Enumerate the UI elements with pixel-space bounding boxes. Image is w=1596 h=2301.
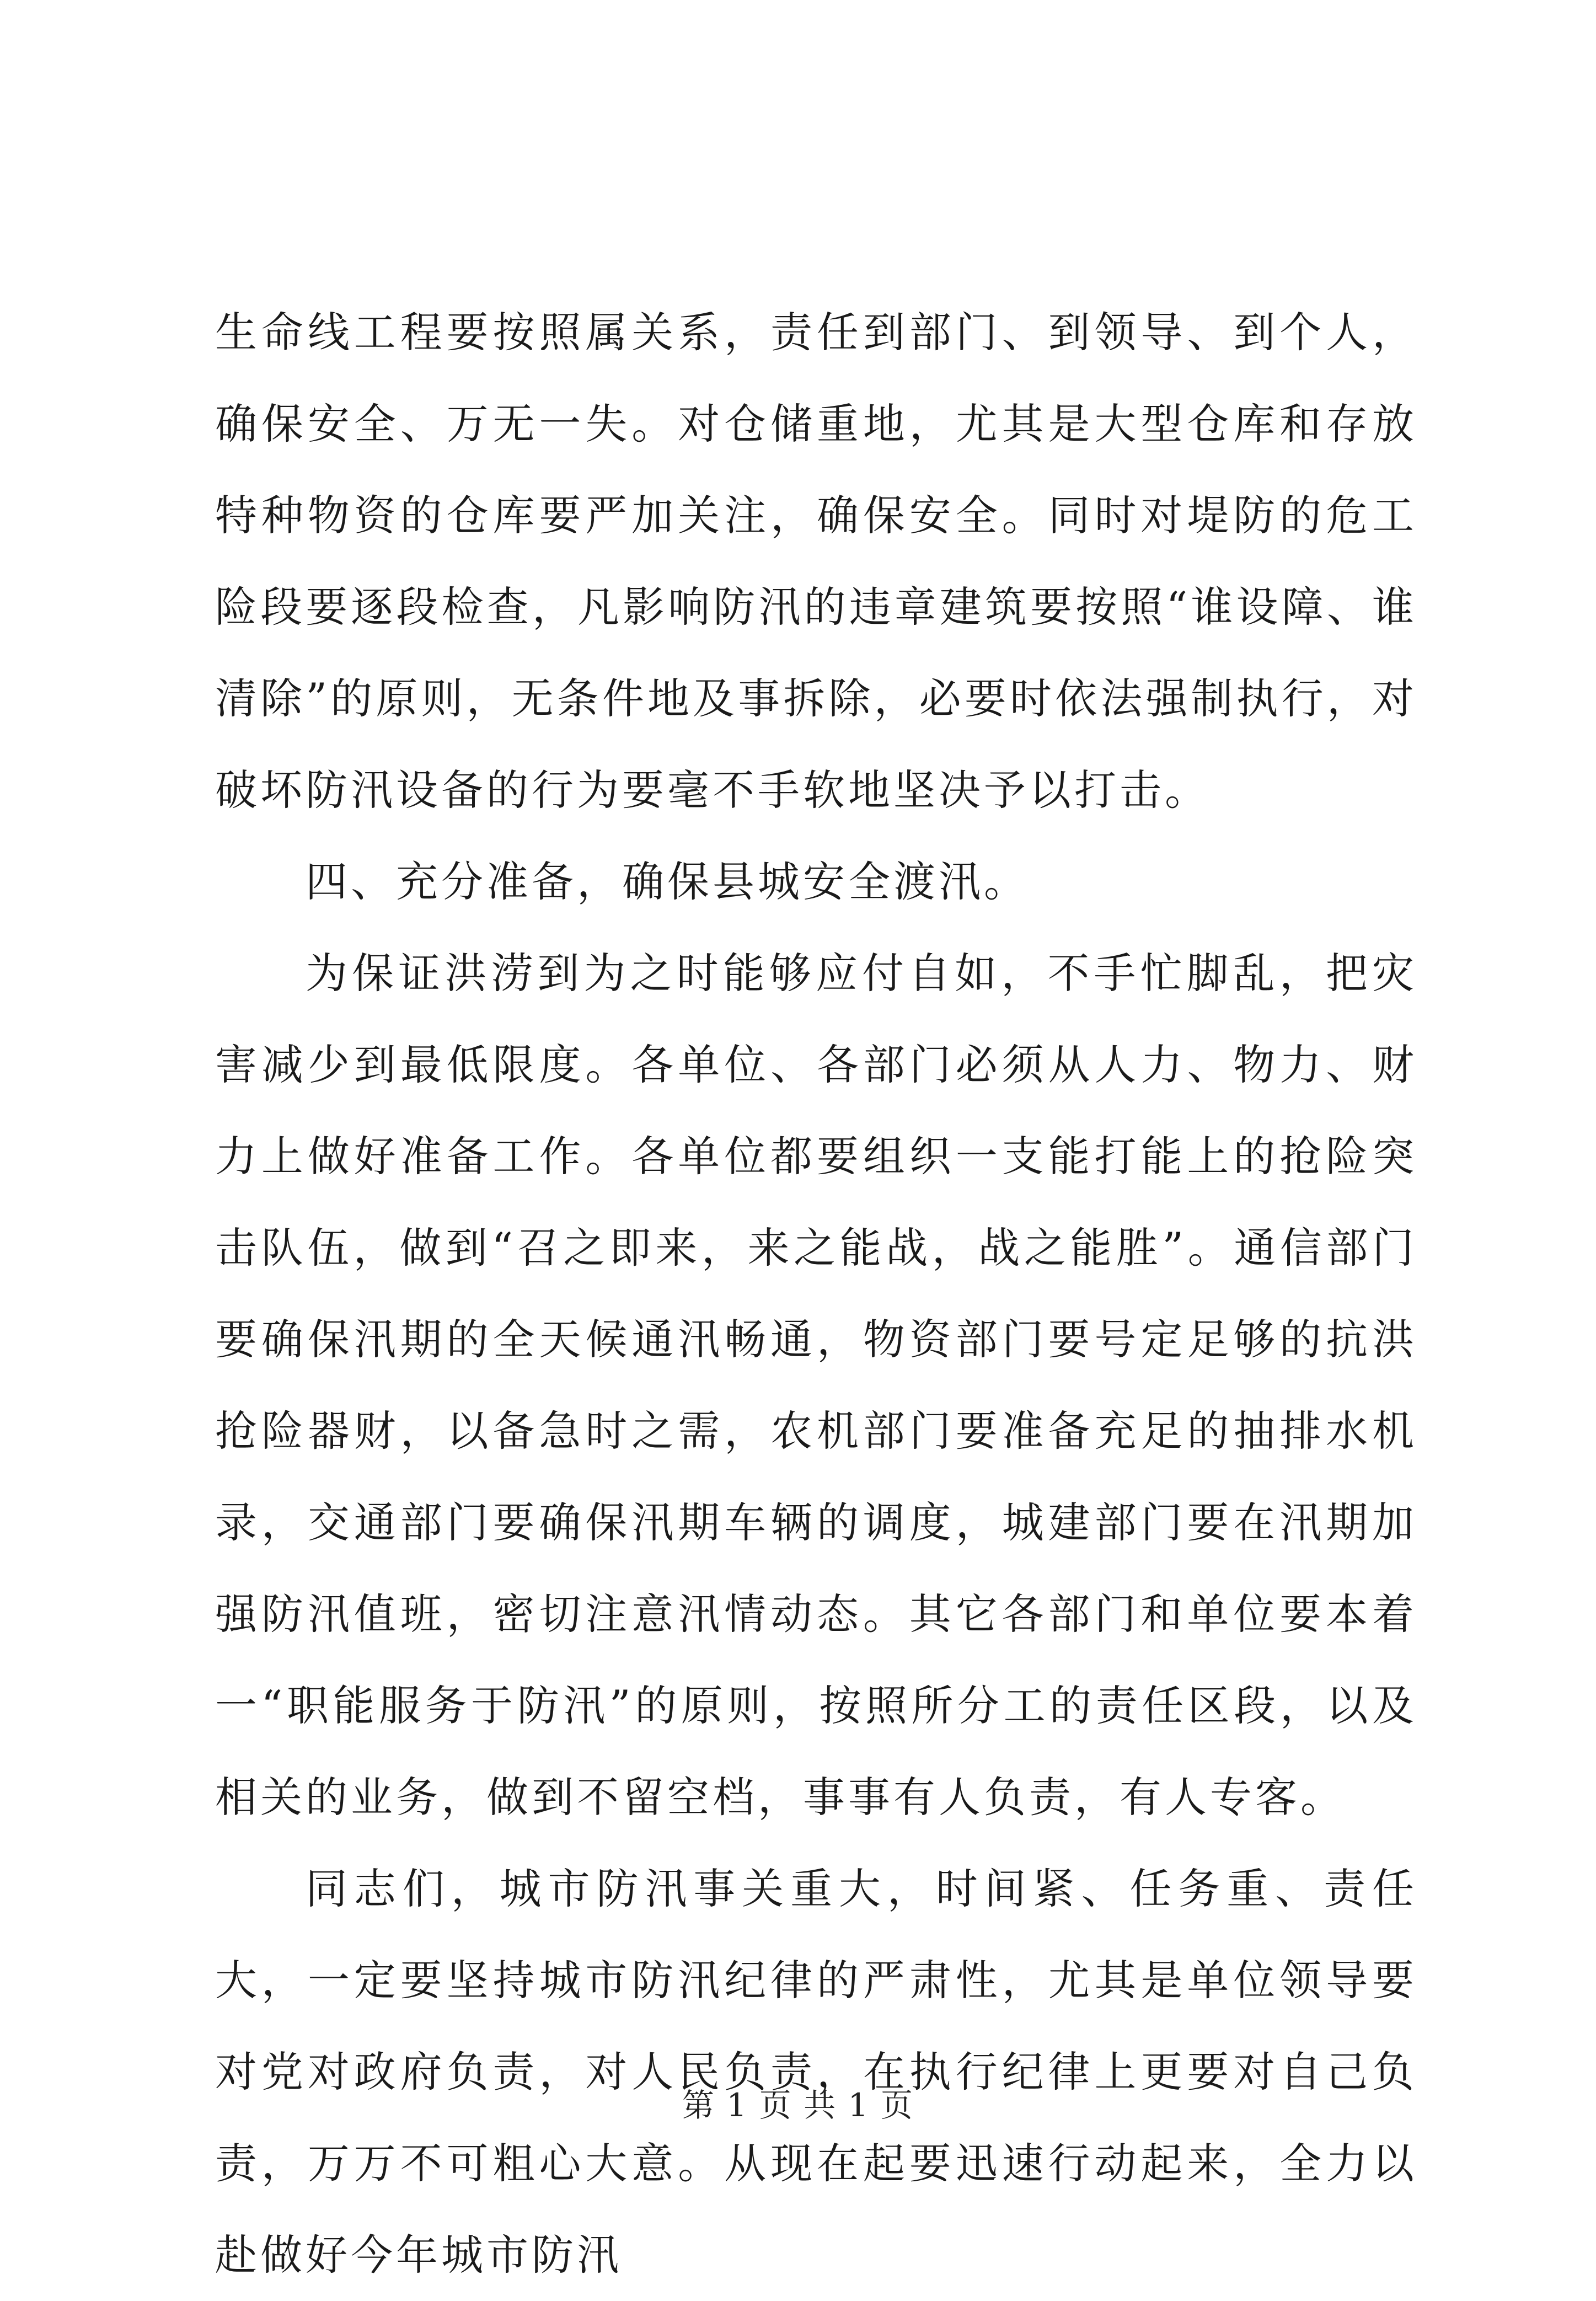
body-text (215, 287, 1417, 2301)
paragraph-closing: 同志们，城市防汛事关重大，时间紧、任务重、责任大，一定要坚持城市防汛纪律的严肃性，尤其是单位领导要对党对政府负责，对人民负责，在执行纪律上更要对自己负责，万万不可粗心大意。从现在起要迅速行动起来，全力以赴做好今年城市防汛 (215, 1864, 1417, 2279)
paragraph-preparation: 为保证洪涝到为之时能够应付自如，不手忙脚乱，把灾害减少到最低限度。各单位、各部门必须从人力、物力、财力上做好准备工作。各单位都要组织一支能打能上的抢险突击队伍，做到“召之即来，来之能战，战之能胜”。通信部门要确保汛期的全天候通汛畅通，物资部门要号定足够的抗洪抢险器财，以备急时之需，农机部门要准备充足的抽排水机录，交通部门要确保汛期车辆的调度，城建部门要在汛期加强防汛值班，密切注意汛情动态。其它各部门和单位要本着一“职能服务于防汛”的原则，按照所分工的责任区段，以及相关的业务，做到不留空档，事事有人负责，有人专客。 (215, 949, 1417, 1822)
page-footer: 第 1 页 共 1 页 (682, 2086, 914, 2124)
paragraph-continuation: 生命线工程要按照属关系，责任到部门、到领导、到个人，确保安全、万无一失。对仓储重地，尤其是大型仓库和存放特种物资的仓库要严加关注，确保安全。同时对堤防的危工险段要逐段检查，凡影响防汛的违章建筑要按照“谁设障、谁清除”的原则，无条件地及事拆除，必要时依法强制执行，对破坏防汛设备的行为要毫不手软地坚决予以打击。 (215, 308, 1417, 815)
section-heading: 四、充分准备，确保县城安全渡汛。 (306, 857, 1029, 906)
